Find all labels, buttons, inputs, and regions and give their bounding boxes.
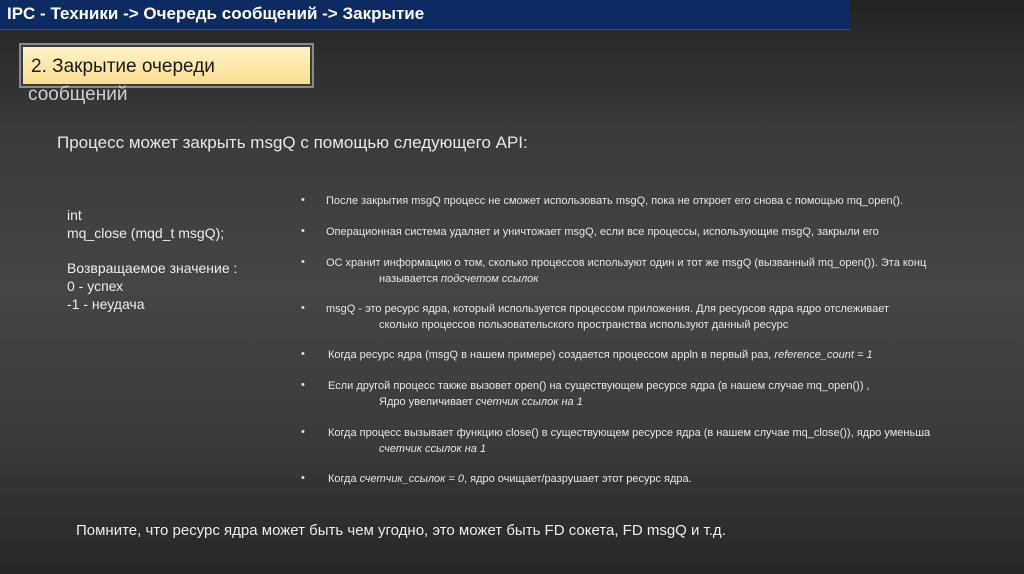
slide-title: IPC - Техники -> Очередь сообщений -> Закрытие	[7, 4, 425, 23]
bullet-text-part: Когда ресурс ядра (msgQ в нашем примере) создается процессом appln в первый раз,	[328, 349, 775, 361]
term-reference-counting: подсчетом ссылок	[441, 273, 539, 285]
bullet-text-part: Ядро увеличивает	[379, 396, 476, 408]
term-ref-counter-zero: счетчик_ссылок = 0	[359, 473, 465, 485]
section-heading-line2: сообщений	[28, 84, 128, 105]
bullet-text: Если другой процесс также вызовет open() на существующем ресурсе ядра (в нашем случае mq_open()) ,	[328, 380, 870, 392]
bullet-icon: •	[301, 302, 305, 314]
bullet-text-part: , ядро очищает/разрушает этот ресурс ядра.	[464, 473, 692, 485]
bullet-text-continuation: сколько процессов пользовательского пространства используют данный ресурс	[379, 319, 789, 331]
bullet-icon: •	[301, 225, 305, 237]
intro-text: Процесс может закрыть msgQ с помощью следующего API:	[57, 133, 528, 152]
bullet-text	[328, 473, 692, 485]
bullet-icon: •	[301, 379, 305, 391]
footer-note: Помните, что ресурс ядра может быть чем угодно, это может быть FD сокета, FD msgQ и т.д.	[76, 522, 726, 539]
bullet-text-continuation	[379, 273, 538, 285]
bullet-text-continuation	[379, 443, 486, 455]
return-failure: -1 - неудача	[67, 296, 145, 312]
bullet-text: Когда процесс вызывает функцию close() в существующем ресурсе ядра (в нашем случае mq_close()), ядро уменьша	[328, 427, 931, 439]
api-code-block	[67, 206, 237, 313]
bullet-icon: •	[301, 348, 305, 360]
term-ref-counter: счетчик ссылок на 1	[379, 443, 487, 455]
bullet-text: ОС хранит информацию о том, сколько процессов используют один и тот же msgQ (вызванный mq_open()). Эта конц	[326, 257, 927, 269]
term-reference-count: reference_count = 1	[774, 349, 873, 361]
bullet-text-part: Когда	[328, 473, 360, 485]
bullet-icon: •	[301, 472, 305, 484]
return-success: 0 - успех	[67, 278, 124, 294]
title-bar	[0, 0, 850, 30]
bullet-text: msgQ - это ресурс ядра, который используется процессом приложения. Для ресурсов ядра ядро отслеживает	[326, 303, 890, 315]
bullet-text-continuation	[379, 396, 583, 408]
code-spacer	[67, 242, 237, 259]
code-line: mq_close (mqd_t msgQ);	[67, 225, 225, 241]
bullet-text	[328, 349, 873, 361]
bullet-text: После закрытия msgQ процесс не сможет использовать msgQ, пока не откроет его снова с помощью mq_open().	[326, 195, 903, 207]
bullet-icon: •	[301, 426, 305, 438]
code-line: int	[67, 207, 82, 223]
bullet-text: Операционная система удаляет и уничтожает msgQ, если все процессы, использующие msgQ, закрыли его	[326, 226, 879, 238]
return-value-heading: Возвращаемое значение :	[67, 260, 238, 276]
bullet-text-part: называется	[379, 273, 442, 285]
bullet-icon: •	[301, 194, 305, 206]
term-ref-counter: счетчик ссылок на 1	[475, 396, 583, 408]
section-heading-box	[21, 45, 312, 86]
bullet-icon: •	[301, 256, 305, 268]
section-heading-line1: 2. Закрытие очереди	[31, 56, 215, 77]
